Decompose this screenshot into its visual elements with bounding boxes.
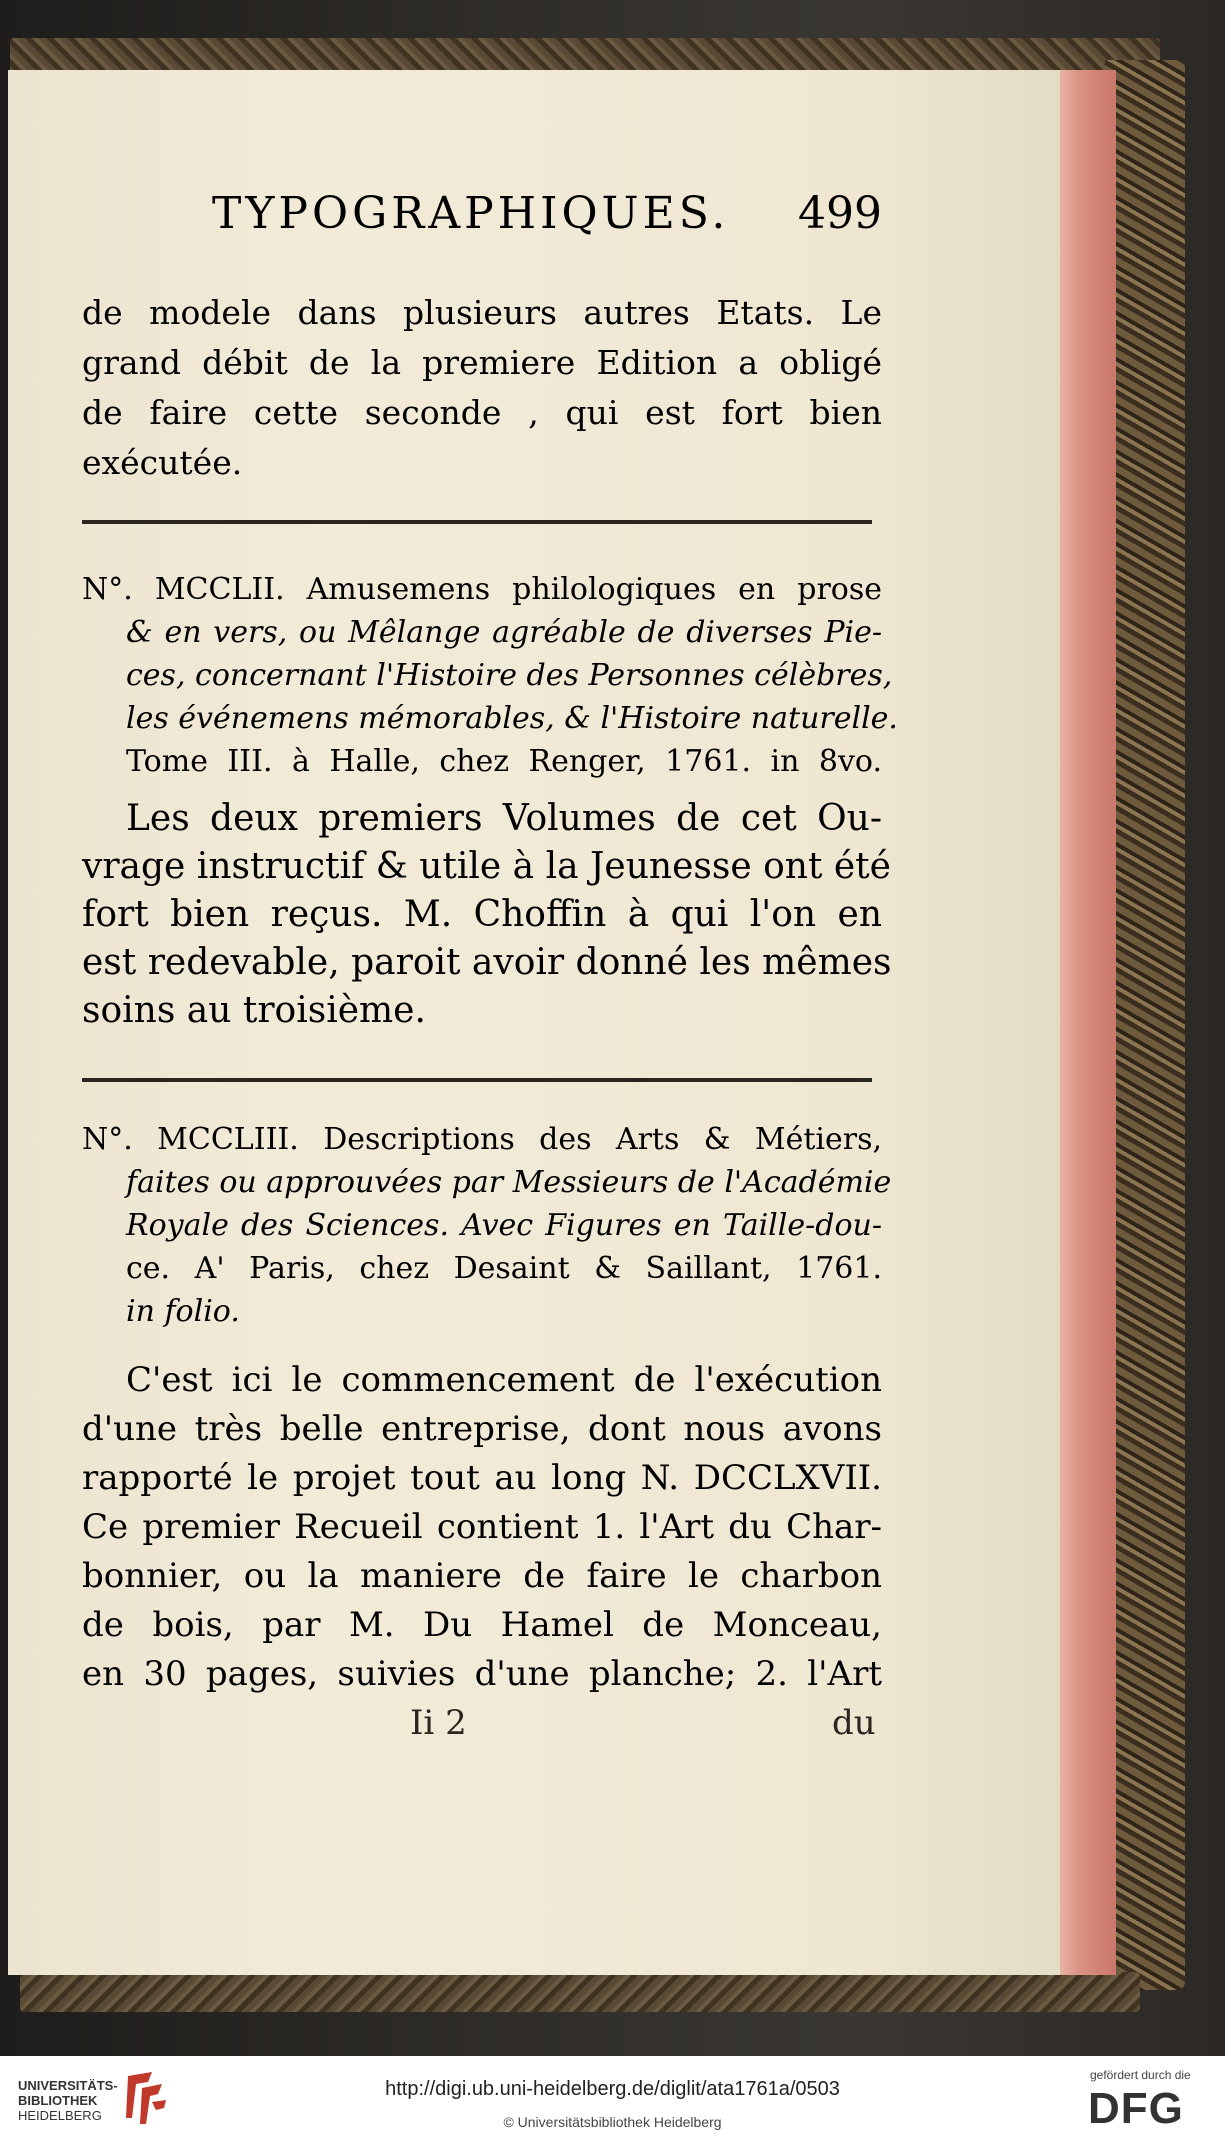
- entry-line: ce. A' Paris, chez Desaint & Saillant, 1761.: [126, 1251, 882, 1286]
- text-line: de modele dans plusieurs autres Etats. Le: [82, 293, 882, 332]
- text-line: C'est ici le commencement de l'exécution: [126, 1360, 882, 1400]
- entry-line: & en vers, ou Mêlange agréable de diverses Pie-: [126, 615, 882, 650]
- page-red-edge: [1060, 70, 1116, 1975]
- paragraph-choffin: [82, 795, 892, 1035]
- entry-line: faites ou approuvées par Messieurs de l'Académie: [126, 1165, 892, 1200]
- entry-line: Royale des Sciences. Avec Figures en Taille-dou-: [126, 1208, 882, 1243]
- section-divider: [82, 520, 872, 524]
- logo-line: BIBLIOTHEK: [18, 2093, 98, 2108]
- text-line: rapporté le projet tout au long N. DCCLXVII.: [82, 1458, 882, 1498]
- text-line: grand débit de la premiere Edition a obligé: [82, 343, 882, 382]
- cover-right-edge: [1105, 60, 1185, 1990]
- catchword: du: [832, 1703, 876, 1743]
- entry-line: les événemens mémorables, & l'Histoire naturelle.: [126, 701, 898, 736]
- entry-line: N°. MCCLIII. Descriptions des Arts & Métiers,: [82, 1122, 882, 1157]
- dfg-logo[interactable]: DFG: [1088, 2084, 1184, 2133]
- section-divider: [82, 1078, 872, 1082]
- paragraph-descriptions: [82, 1356, 882, 1699]
- text-line: bonnier, ou la maniere de faire le charbon: [82, 1556, 882, 1596]
- text-line: en 30 pages, suivies d'une planche; 2. l'Art: [82, 1654, 882, 1694]
- text-line: Les deux premiers Volumes de cet Ou-: [126, 798, 882, 839]
- running-head: TYPOGRAPHIQUES.: [212, 188, 730, 239]
- cover-top-edge: [10, 38, 1160, 74]
- page-number: 499: [798, 188, 882, 239]
- page-header: [212, 188, 882, 248]
- document-url[interactable]: http://digi.ub.uni-heidelberg.de/diglit/ata1761a/0503: [385, 2078, 840, 2100]
- text-line: est redevable, paroit avoir donné les mêmes: [82, 942, 892, 983]
- entry-line: N°. MCCLII. Amusemens philologiques en prose: [82, 572, 882, 607]
- logo-line: HEIDELBERG: [18, 2108, 102, 2123]
- text-line: d'une très belle entreprise, dont nous avons: [82, 1409, 882, 1449]
- cover-bottom-edge: [20, 1972, 1140, 2012]
- text-line: vrage instructif & utile à la Jeunesse ont été: [82, 846, 891, 887]
- signature-mark: Ii 2: [410, 1703, 467, 1743]
- text-line: soins au troisième.: [82, 990, 426, 1031]
- text-line: Ce premier Recueil contient 1. l'Art du Char-: [82, 1507, 882, 1547]
- entry-line: Tome III. à Halle, chez Renger, 1761. in 8vo.: [126, 744, 882, 779]
- funded-by-label: gefördert durch die: [1090, 2068, 1191, 2082]
- logo-line: UNIVERSITÄTS-: [18, 2078, 118, 2093]
- intro-paragraph: [82, 288, 882, 488]
- text-line: fort bien reçus. M. Choffin à qui l'on en: [82, 894, 882, 935]
- entry-mcclii: [82, 568, 898, 783]
- text-line: exécutée.: [82, 443, 243, 482]
- entry-mccliii: [82, 1118, 892, 1333]
- text-line: de bois, par M. Du Hamel de Monceau,: [82, 1605, 882, 1645]
- text-line: de faire cette seconde , qui est fort bien: [82, 393, 882, 432]
- entry-line: in folio.: [126, 1294, 240, 1329]
- copyright-notice: © Universitätsbibliothek Heidelberg: [503, 2114, 722, 2130]
- entry-line: ces, concernant l'Histoire des Personnes célèbres,: [126, 658, 893, 693]
